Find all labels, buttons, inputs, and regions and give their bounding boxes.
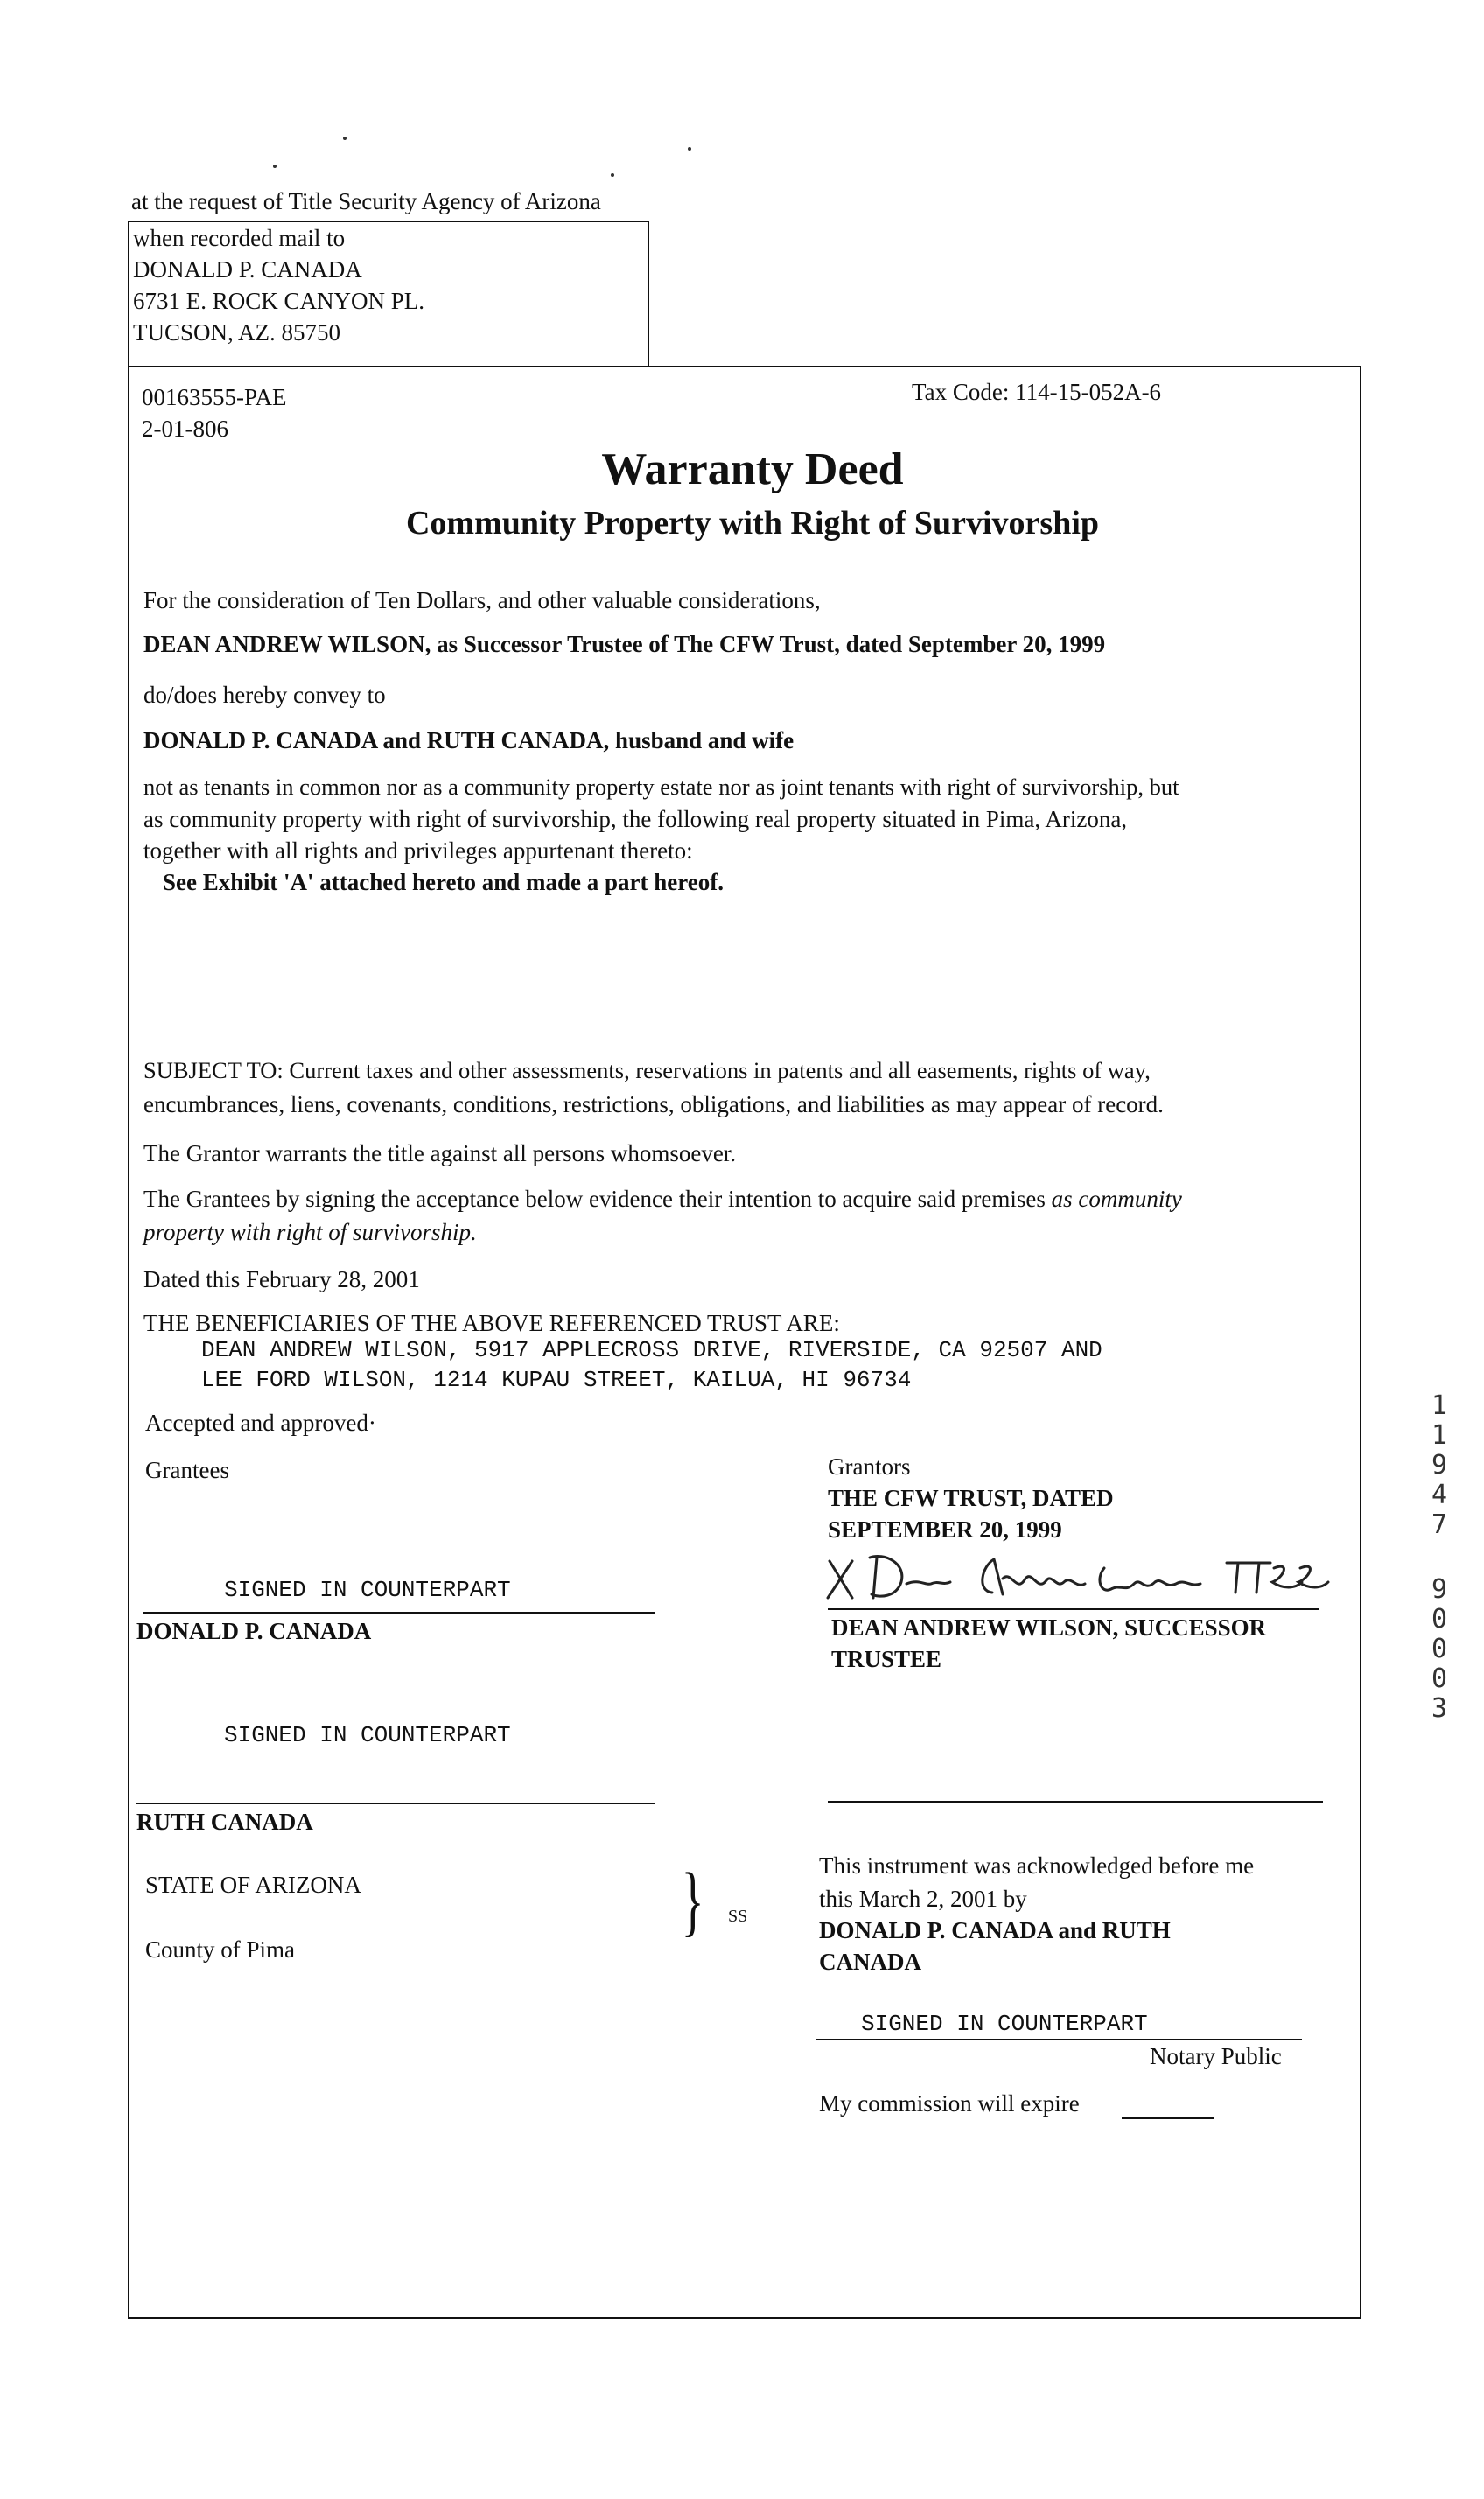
tenancy-text-2: as community property with right of survivorship, the following real property situated in Pima, Arizona, xyxy=(144,806,1128,832)
acceptance-text-1-roman: The Grantees by signing the acceptance below evidence their intention to acquire said premises xyxy=(144,1186,1052,1212)
notary-signature-line xyxy=(816,2039,1302,2040)
venue-ss: SS xyxy=(728,1907,748,1926)
acknowledgment-3: DONALD P. CANADA and RUTH xyxy=(819,1917,1171,1943)
grantors-label: Grantors xyxy=(828,1453,911,1480)
tenancy-text-3: together with all rights and privileges appurtenant thereto: xyxy=(144,837,693,864)
document-title: Warranty Deed xyxy=(601,444,904,494)
trust-name-1: THE CFW TRUST, DATED xyxy=(828,1485,1114,1511)
notary-counterpart: SIGNED IN COUNTERPART xyxy=(861,2011,1148,2037)
subject-to-text-1: SUBJECT TO: Current taxes and other assessments, reservations in patents and all easements, rights of way, xyxy=(144,1057,1151,1083)
grantor-extra-signature-line xyxy=(828,1801,1323,1802)
dated-line: Dated this February 28, 2001 xyxy=(144,1266,420,1292)
accepted-approved: Accepted and approved· xyxy=(145,1410,376,1436)
scan-speck xyxy=(273,164,276,168)
beneficiaries-heading: THE BENEFICIARIES OF THE ABOVE REFERENCED TRUST ARE: xyxy=(144,1310,840,1336)
scan-speck xyxy=(343,136,346,140)
trustee-name-1: DEAN ANDREW WILSON, SUCCESSOR xyxy=(831,1614,1267,1641)
warranty-text: The Grantor warrants the title against all persons whomsoever. xyxy=(144,1140,737,1166)
trustee-signature xyxy=(822,1544,1330,1614)
grantee-2-counterpart: SIGNED IN COUNTERPART xyxy=(224,1722,511,1748)
request-line: at the request of Title Security Agency of Arizona xyxy=(131,188,601,214)
subject-to-text-2: encumbrances, liens, covenants, conditions, restrictions, obligations, and liabilities as may appear of record. xyxy=(144,1091,1164,1117)
grantees-line: DONALD P. CANADA and RUTH CANADA, husband and wife xyxy=(144,727,794,753)
grantee-1-signature-line xyxy=(144,1612,654,1614)
commission-expire-blank xyxy=(1122,2118,1214,2119)
tax-code: Tax Code: 114-15-052A-6 xyxy=(912,379,1162,405)
mail-to-street: 6731 E. ROCK CANYON PL. xyxy=(133,288,425,314)
commission-expire-label: My commission will expire xyxy=(819,2090,1080,2117)
trustee-name-2: TRUSTEE xyxy=(831,1646,942,1672)
order-number: 00163555-PAE xyxy=(142,384,287,410)
scan-speck xyxy=(688,147,691,150)
grantee-1-counterpart: SIGNED IN COUNTERPART xyxy=(224,1577,511,1603)
grantee-1-name: DONALD P. CANADA xyxy=(136,1618,372,1644)
scan-speck xyxy=(611,173,614,177)
notary-state: STATE OF ARIZONA xyxy=(145,1872,361,1898)
trustee-signature-line xyxy=(828,1608,1320,1610)
mail-to-label: when recorded mail to xyxy=(133,225,346,251)
grantee-2-name: RUTH CANADA xyxy=(136,1809,313,1835)
consideration-text: For the consideration of Ten Dollars, and other valuable considerations, xyxy=(144,587,821,613)
notary-county: County of Pima xyxy=(145,1936,296,1963)
trust-name-2: SEPTEMBER 20, 1999 xyxy=(828,1516,1062,1543)
acknowledgment-4: CANADA xyxy=(819,1949,921,1975)
exhibit-reference: See Exhibit 'A' attached hereto and made a part hereof. xyxy=(163,869,724,895)
grantee-2-signature-line xyxy=(136,1802,654,1804)
beneficiary-1: DEAN ANDREW WILSON, 5917 APPLECROSS DRIVE, RIVERSIDE, CA 92507 AND xyxy=(201,1337,1102,1363)
margin-stamp-column-2: 90003 xyxy=(1432,1574,1448,1724)
mail-to-city: TUCSON, AZ. 85750 xyxy=(133,319,341,346)
mail-to-name: DONALD P. CANADA xyxy=(133,256,362,283)
notary-public-label: Notary Public xyxy=(1150,2043,1282,2069)
margin-stamp-column-1: 11947 xyxy=(1432,1390,1448,1540)
tenancy-text-1: not as tenants in common nor as a community property estate nor as joint tenants with right of survivorship, but xyxy=(144,774,1180,800)
acceptance-text-2: property with right of survivorship. xyxy=(144,1219,477,1245)
acknowledgment-1: This instrument was acknowledged before me xyxy=(819,1852,1255,1879)
venue-brace: } xyxy=(681,1858,704,1944)
document-subtitle: Community Property with Right of Survivorship xyxy=(405,505,1100,542)
acknowledgment-2: this March 2, 2001 by xyxy=(819,1886,1027,1912)
grantees-label: Grantees xyxy=(145,1457,229,1483)
convey-text: do/does hereby convey to xyxy=(144,682,386,708)
acceptance-text-1-italic: as community xyxy=(1051,1186,1182,1212)
acceptance-text-1 xyxy=(144,1185,1182,1213)
beneficiary-2: LEE FORD WILSON, 1214 KUPAU STREET, KAILUA, HI 96734 xyxy=(201,1367,912,1393)
grantor-line: DEAN ANDREW WILSON, as Successor Trustee of The CFW Trust, dated September 20, 1999 xyxy=(144,631,1106,657)
file-number: 2-01-806 xyxy=(142,416,228,442)
